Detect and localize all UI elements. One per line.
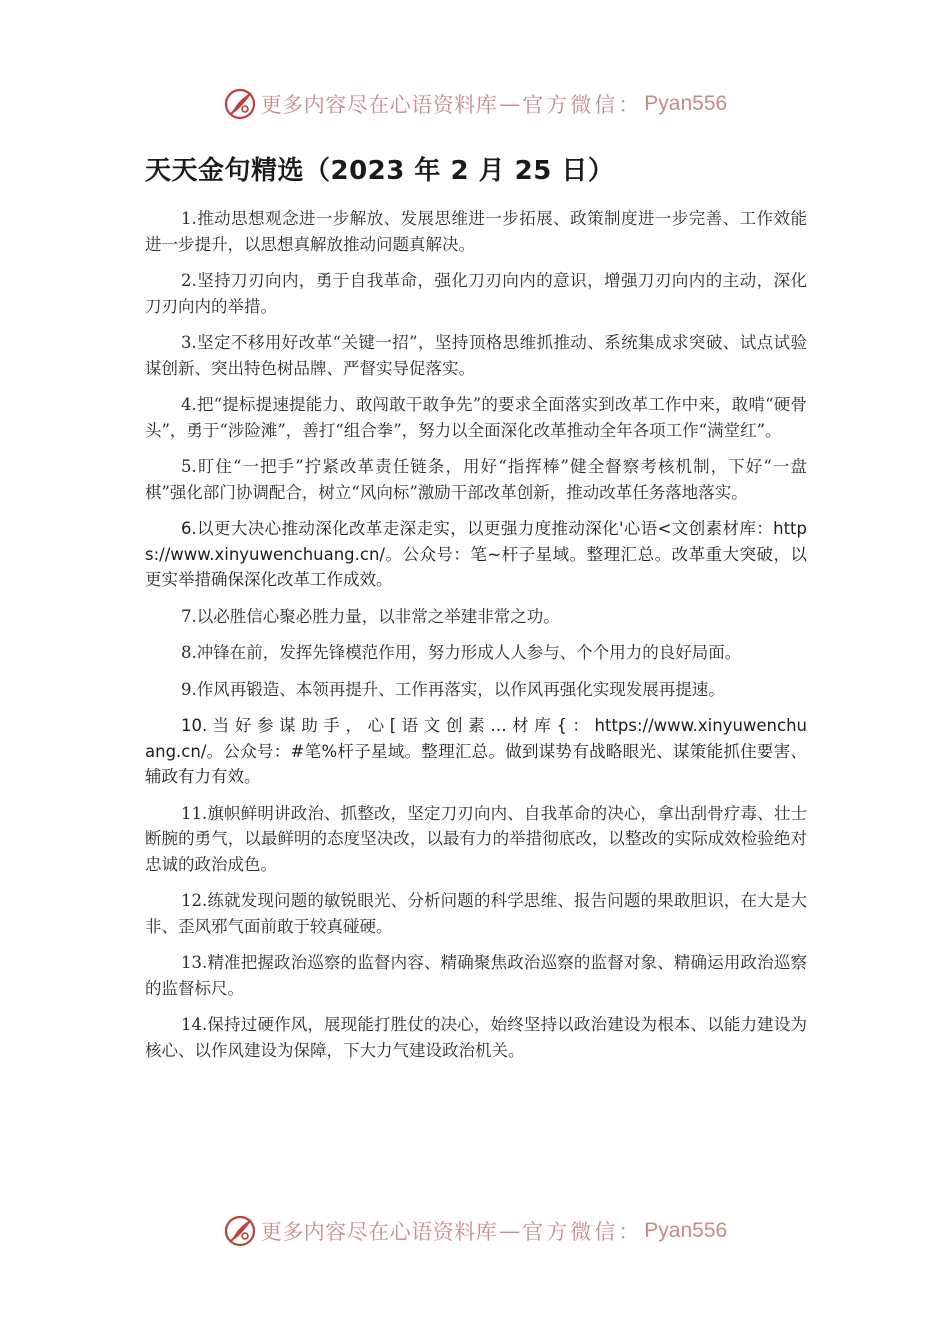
banner-wechat-id: Pyan556 [644, 1219, 728, 1242]
banner-label: 官方微信： [522, 93, 643, 117]
paragraph-item: 12.练就发现问题的敏锐眼光、分析问题的科学思维、报告问题的果敢胆识，在大是大非、歪风邪气面前敢于较真碰硬。 [145, 891, 807, 936]
paragraph-item: 4.把“提标提速提能力、敢闯敢干敢争先”的要求全面落实到改革工作中来，敢啃“硬骨头”，勇于“涉险滩”，善打“组合拳”，努力以全面深化改革推动全年各项工作“满堂红”。 [145, 395, 807, 440]
banner-text: 更多内容尽在心语资料库 [260, 93, 498, 117]
quill-logo-icon [223, 87, 257, 121]
banner-label: 官方微信： [522, 1220, 643, 1244]
paragraph-item: 3.坚定不移用好改革“关键一招”，坚持顶格思维抓推动、系统集成求突破、试点试验谋创新、突出特色树品牌、严督实导促落实。 [145, 333, 807, 378]
paragraph-item: 10. 当 好 参 谋 助 手 ， 心 [ 语 文 创 素 … 材 库 { ： https://www.xinyuwenchuang.cn/。公众号：#笔%杆子星域。整理汇总。做到谋势有战略眼光、谋策能抓住要害、辅政有力有效。 [145, 716, 807, 786]
paragraph-item: 13.精准把握政治巡察的监督内容、精确聚焦政治巡察的监督对象、精确运用政治巡察的监督标尺。 [145, 953, 807, 998]
paragraph-item: 14.保持过硬作风，展现能打胜仗的决心，始终坚持以政治建设为根本、以能力建设为核心、以作风建设为保障，下大力气建设政治机关。 [145, 1015, 807, 1060]
banner-wechat-id: Pyan556 [644, 92, 728, 115]
page-title: 天天金句精选（2023 年 2 月 25 日） [145, 156, 615, 186]
paragraph-item: 5.盯住“一把手”拧紧改革责任链条，用好“指挥棒”健全督察考核机制，下好“一盘棋”强化部门协调配合，树立“风向标”激励干部改革创新，推动改革任务落地落实。 [145, 457, 807, 502]
paragraph-item: 9.作风再锻造、本领再提升、工作再落实，以作风再强化实现发展再提速。 [181, 679, 725, 699]
paragraph-item: 8.冲锋在前，发挥先锋模范作用，努力形成人人参与、个个用力的良好局面。 [181, 643, 742, 662]
quill-logo-icon [223, 1214, 257, 1248]
banner-separator: — [499, 92, 521, 116]
paragraph-item: 11.旗帜鲜明讲政治、抓整改，坚定刀刃向内、自我革命的决心，拿出刮骨疗毒、壮士断腕的勇气，以最鲜明的态度坚决改，以最有力的举措彻底改，以整改的实际成效检验绝对忠诚的政治成色。 [145, 803, 807, 874]
footer-banner [0, 1209, 950, 1253]
paragraph-item: 7.以必胜信心聚必胜力量，以非常之举建非常之功。 [181, 606, 560, 626]
paragraph-list [145, 206, 807, 1074]
banner-text: 更多内容尽在心语资料库 [260, 1220, 498, 1244]
header-banner [0, 82, 950, 126]
paragraph-item: 1.推动思想观念进一步解放、发展思维进一步拓展、政策制度进一步完善、工作效能进一步提升，以思想真解放推动问题真解决。 [145, 209, 807, 254]
paragraph-item: 6.以更大决心推动深化改革走深走实，以更强力度推动深化'心语<文创素材库：https://www.xinyuwenchuang.cn/。公众号：笔~杆子星域。整理汇总。改革重大突破，以更实举措确保深化改革工作成效。 [145, 519, 807, 589]
banner-separator: — [499, 1219, 521, 1243]
paragraph-item: 2.坚持刀刃向内，勇于自我革命，强化刀刃向内的意识，增强刀刃向内的主动，深化刀刃向内的举措。 [145, 271, 807, 316]
